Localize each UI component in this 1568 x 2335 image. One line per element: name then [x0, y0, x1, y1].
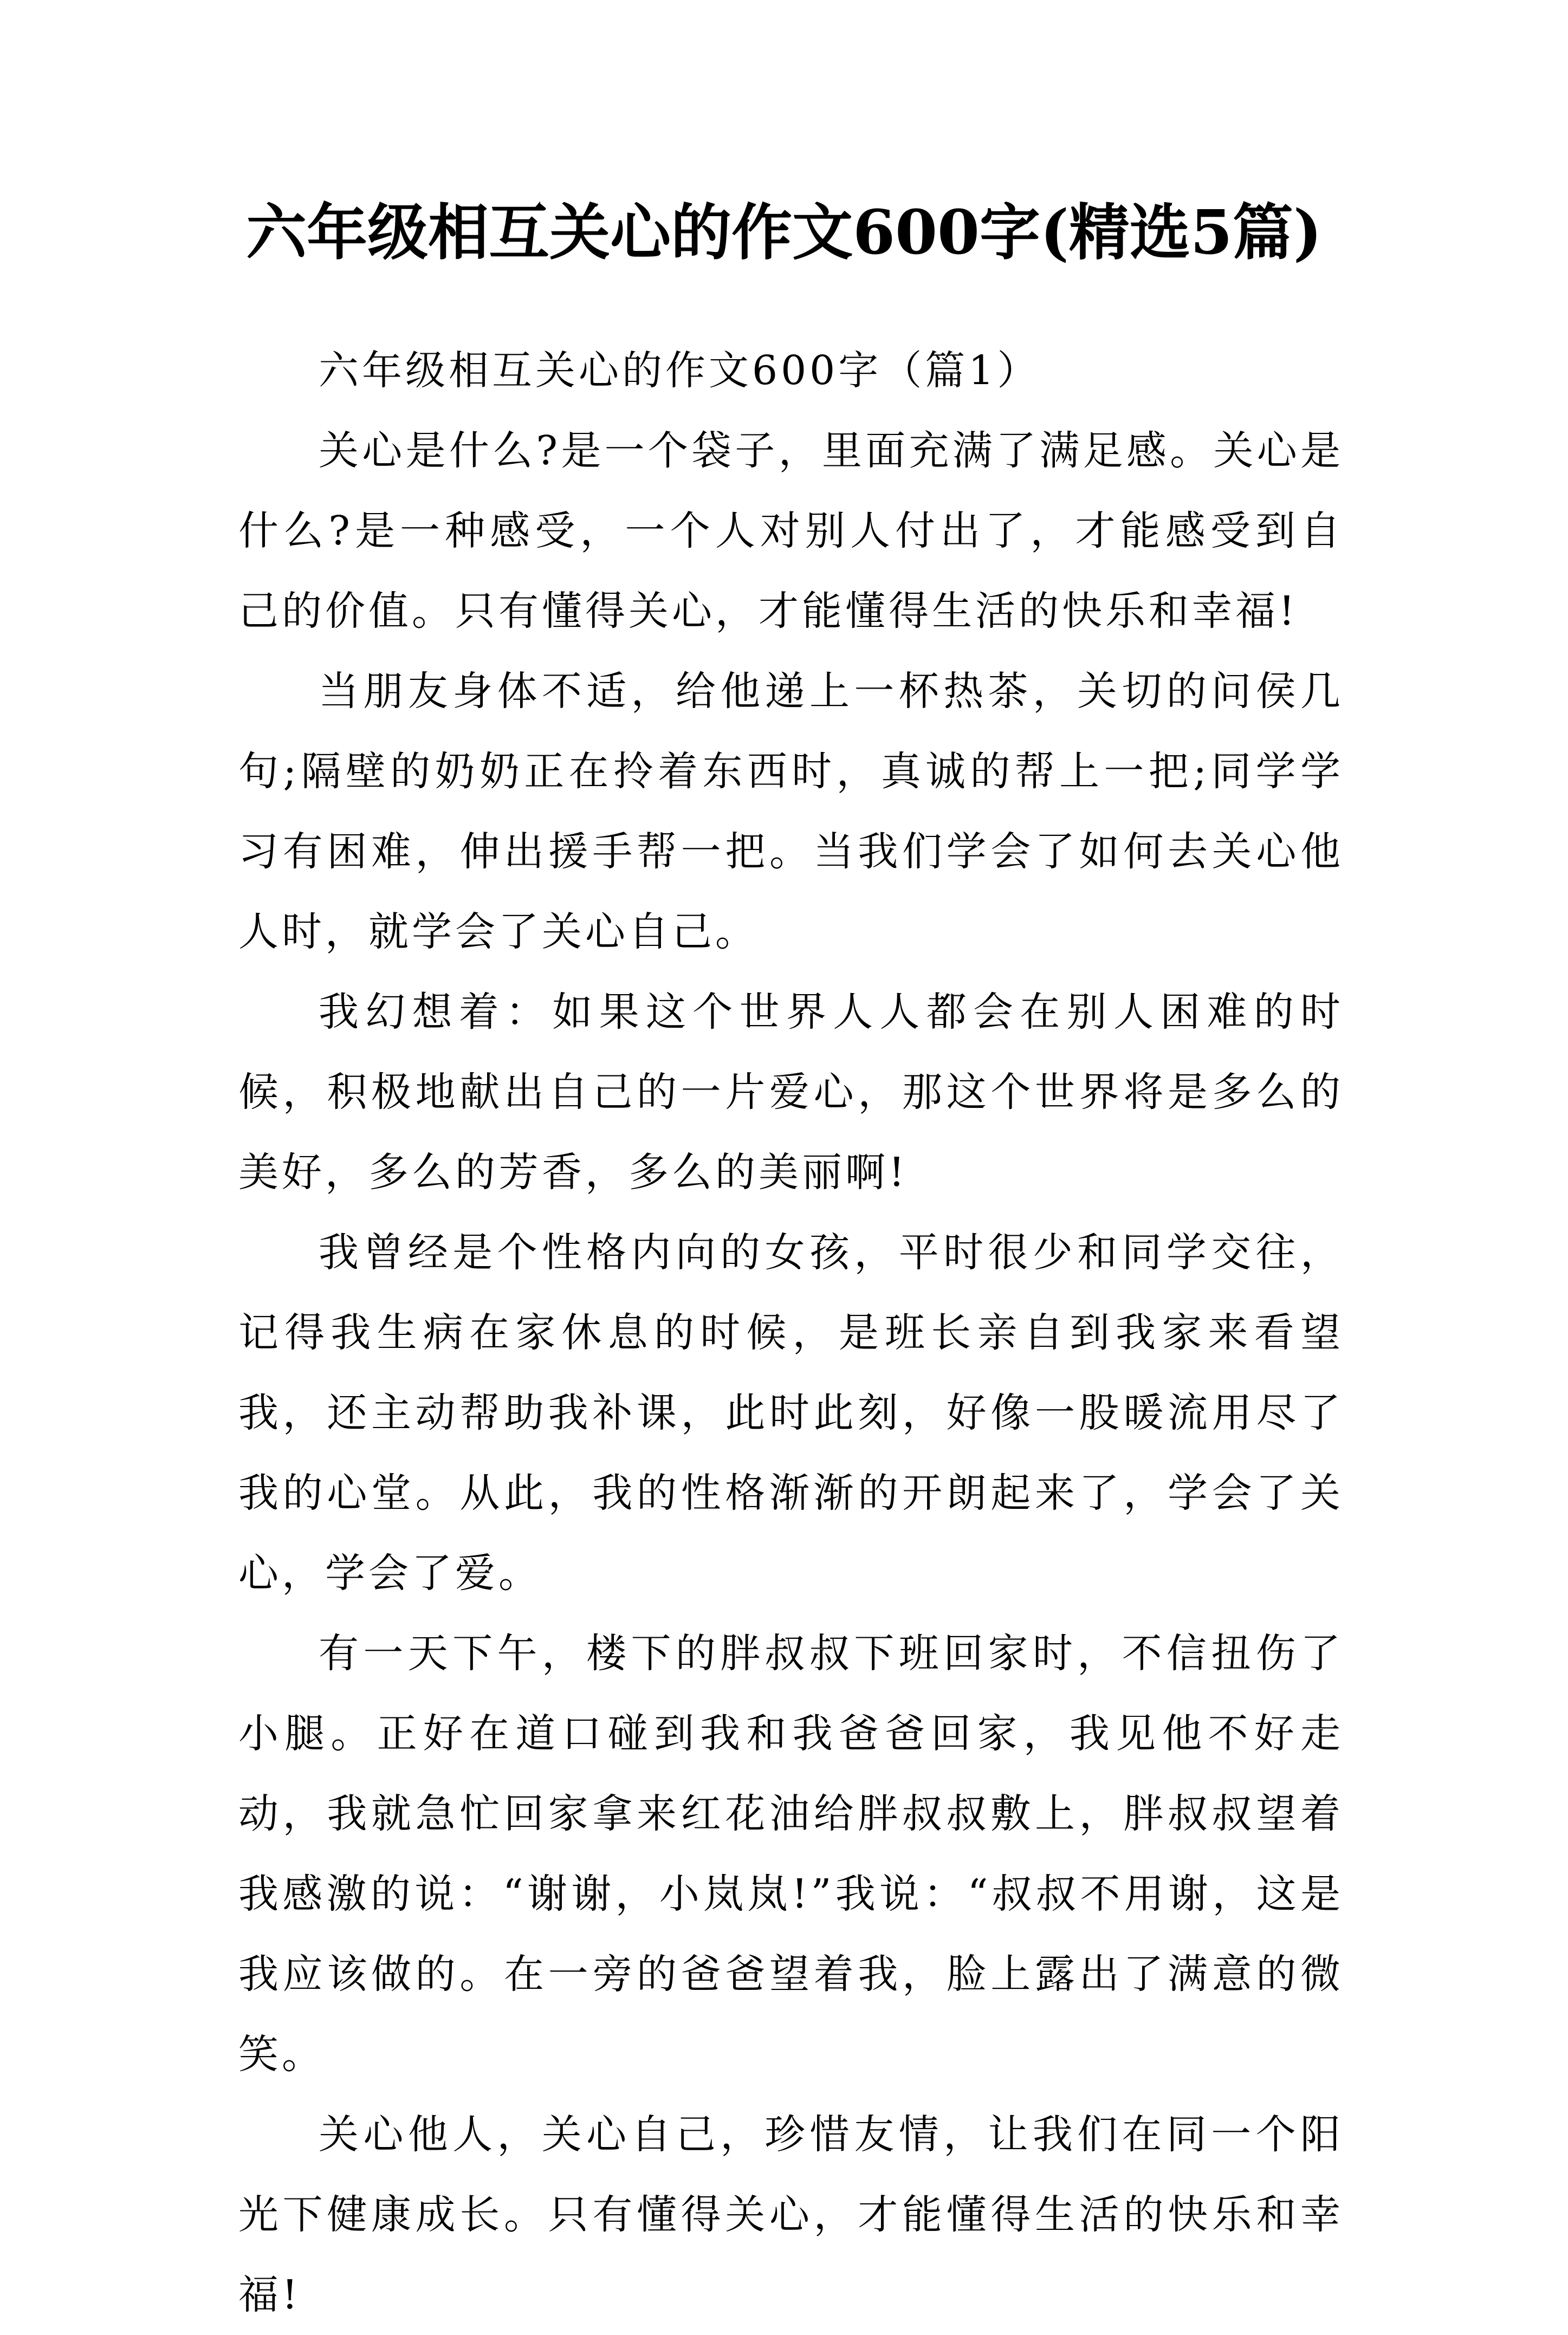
paragraph: 关心是什么?是一个袋子，里面充满了满足感。关心是什么?是一种感受，一个人对别人付出了，才能感受到自己的价值。只有懂得关心，才能懂得生活的快乐和幸福!	[238, 427, 1344, 634]
paragraph: 我曾经是个性格内向的女孩，平时很少和同学交往，记得我生病在家休息的时候，是班长亲自到我家来看望我，还主动帮助我补课，此时此刻，好像一股暖流用尽了我的心堂。从此，我的性格渐渐的开朗起来了，学会了关心，学会了爱。	[238, 1229, 1344, 1597]
section-heading: 六年级相互关心的作文600字（篇1）	[319, 347, 1041, 394]
paragraph: 我幻想着：如果这个世界人人都会在别人困难的时候，积极地献出自己的一片爱心，那这个世界将是多么的美好，多么的芳香，多么的美丽啊!	[238, 989, 1344, 1196]
document-title: 六年级相互关心的作文600字(精选5篇)	[246, 197, 1322, 268]
document-body	[238, 330, 1344, 2335]
paragraph: 当朋友身体不适，给他递上一杯热茶，关切的问侯几句;隔壁的奶奶正在拎着东西时，真诚的帮上一把;同学学习有困难，伸出援手帮一把。当我们学会了如何去关心他人时，就学会了关心自己。	[238, 668, 1344, 955]
paragraph: 关心他人，关心自己，珍惜友情，让我们在同一个阳光下健康成长。只有懂得关心，才能懂得生活的快乐和幸福!	[238, 2111, 1344, 2318]
paragraph: 有一天下午，楼下的胖叔叔下班回家时，不信扭伤了小腿。正好在道口碰到我和我爸爸回家，我见他不好走动，我就急忙回家拿来红花油给胖叔叔敷上，胖叔叔望着我感激的说：“谢谢，小岚岚!”我说：“叔叔不用谢，这是我应该做的。在一旁的爸爸望着我，脸上露出了满意的微笑。	[238, 1630, 1344, 2078]
